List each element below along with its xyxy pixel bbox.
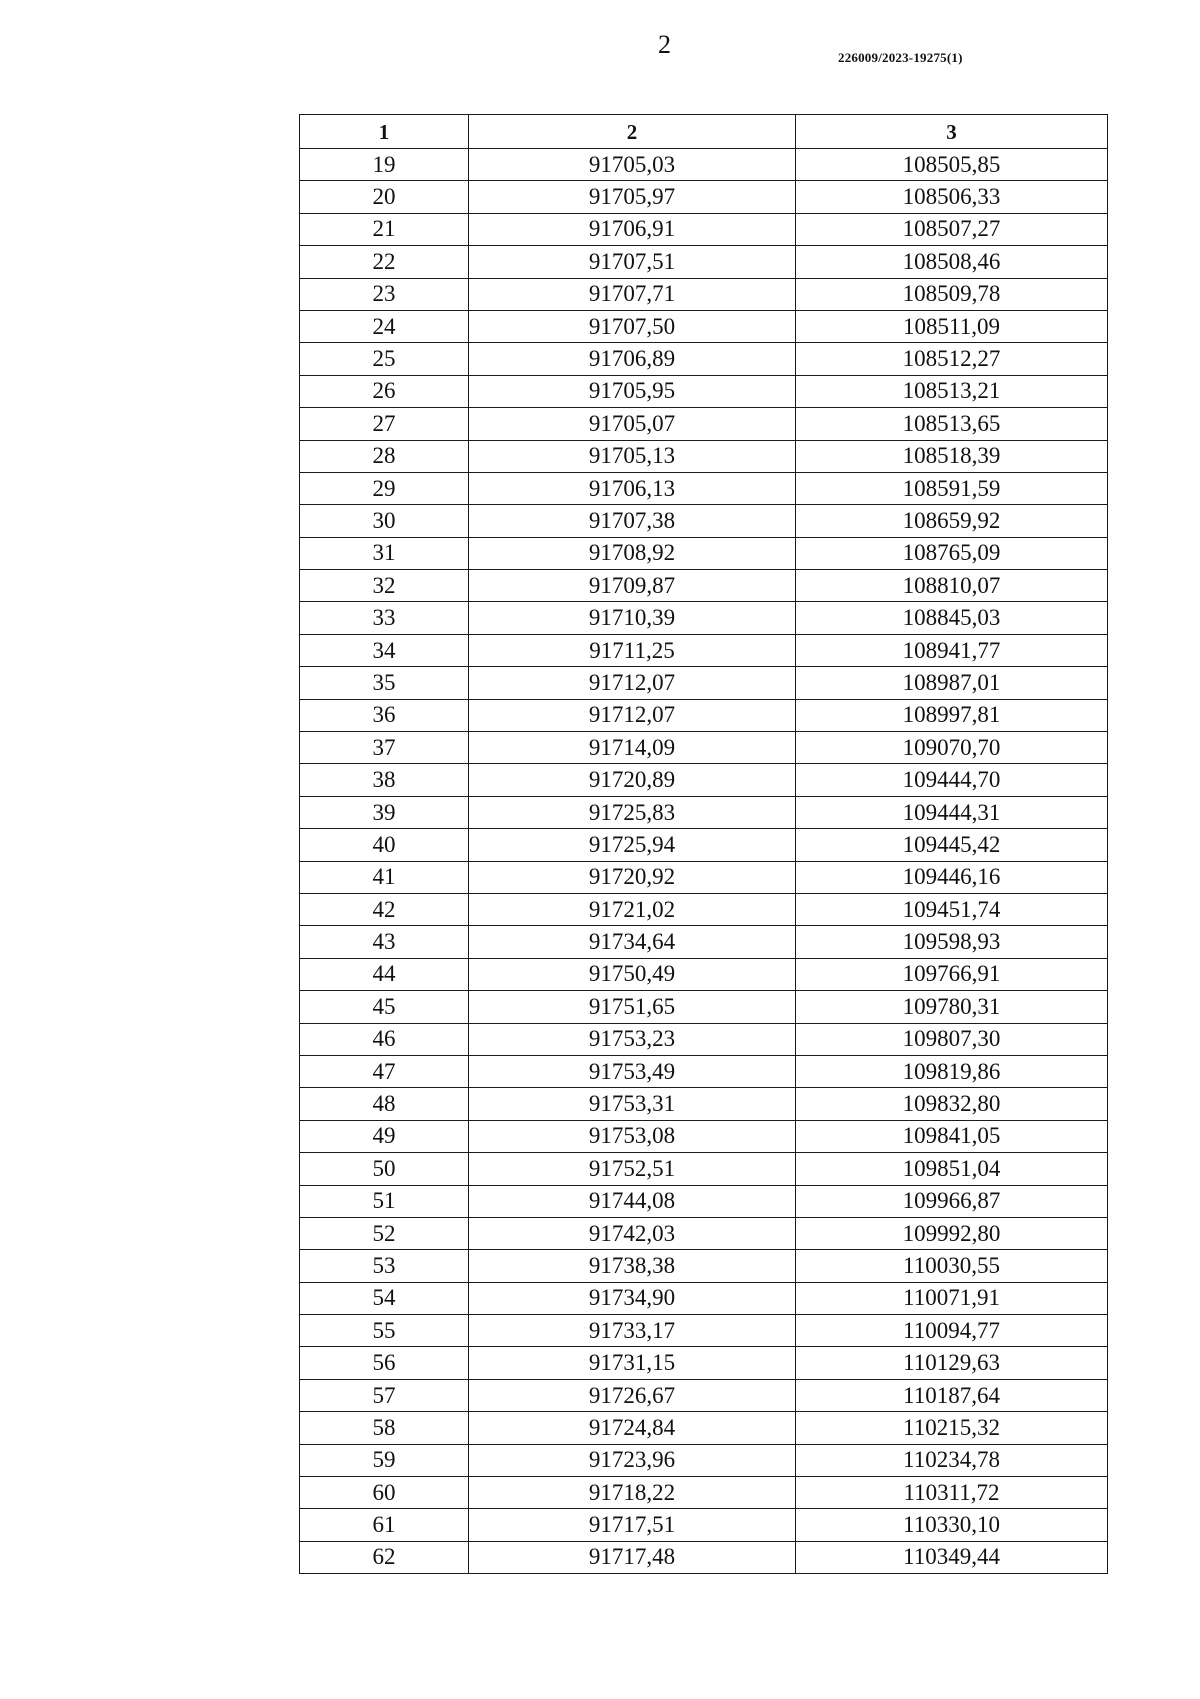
x-coordinate-cell: 91731,15 xyxy=(469,1347,796,1379)
table-row xyxy=(300,213,1108,245)
x-coordinate-cell: 91753,08 xyxy=(469,1120,796,1152)
x-coordinate-cell: 91738,38 xyxy=(469,1250,796,1282)
y-coordinate-cell: 108511,09 xyxy=(796,310,1108,342)
point-number-cell: 43 xyxy=(300,926,469,958)
point-number-cell: 27 xyxy=(300,408,469,440)
table-row xyxy=(300,926,1108,958)
point-number-cell: 20 xyxy=(300,181,469,213)
point-number-cell: 31 xyxy=(300,537,469,569)
y-coordinate-cell: 109766,91 xyxy=(796,958,1108,990)
x-coordinate-cell: 91753,49 xyxy=(469,1055,796,1087)
point-number-cell: 50 xyxy=(300,1153,469,1185)
y-coordinate-cell: 108987,01 xyxy=(796,667,1108,699)
document-reference-number: 226009/2023-19275(1) xyxy=(838,50,963,65)
y-coordinate-cell: 110071,91 xyxy=(796,1282,1108,1314)
point-number-cell: 22 xyxy=(300,246,469,278)
point-number-cell: 59 xyxy=(300,1444,469,1476)
y-coordinate-cell: 110094,77 xyxy=(796,1315,1108,1347)
y-coordinate-cell: 108591,59 xyxy=(796,472,1108,504)
y-coordinate-cell: 108810,07 xyxy=(796,570,1108,602)
table-row xyxy=(300,246,1108,278)
x-coordinate-cell: 91706,89 xyxy=(469,343,796,375)
x-coordinate-cell: 91705,03 xyxy=(469,149,796,181)
y-coordinate-cell: 109446,16 xyxy=(796,861,1108,893)
y-coordinate-cell: 109780,31 xyxy=(796,991,1108,1023)
table-row xyxy=(300,1055,1108,1087)
y-coordinate-cell: 109851,04 xyxy=(796,1153,1108,1185)
point-number-cell: 56 xyxy=(300,1347,469,1379)
x-coordinate-cell: 91711,25 xyxy=(469,634,796,666)
y-coordinate-cell: 109807,30 xyxy=(796,1023,1108,1055)
y-coordinate-cell: 108659,92 xyxy=(796,505,1108,537)
x-coordinate-cell: 91708,92 xyxy=(469,537,796,569)
y-coordinate-cell: 108507,27 xyxy=(796,213,1108,245)
x-coordinate-cell: 91710,39 xyxy=(469,602,796,634)
x-coordinate-cell: 91705,95 xyxy=(469,375,796,407)
y-coordinate-cell: 109966,87 xyxy=(796,1185,1108,1217)
y-coordinate-cell: 108506,33 xyxy=(796,181,1108,213)
x-coordinate-cell: 91712,07 xyxy=(469,699,796,731)
point-number-cell: 58 xyxy=(300,1412,469,1444)
coordinates-table xyxy=(299,114,1108,1574)
point-number-cell: 40 xyxy=(300,829,469,861)
y-coordinate-cell: 108505,85 xyxy=(796,149,1108,181)
table-row xyxy=(300,667,1108,699)
table-row xyxy=(300,1315,1108,1347)
table-row xyxy=(300,181,1108,213)
y-coordinate-cell: 109841,05 xyxy=(796,1120,1108,1152)
point-number-cell: 34 xyxy=(300,634,469,666)
y-coordinate-cell: 110311,72 xyxy=(796,1477,1108,1509)
x-coordinate-cell: 91706,91 xyxy=(469,213,796,245)
point-number-cell: 39 xyxy=(300,796,469,828)
y-coordinate-cell: 108509,78 xyxy=(796,278,1108,310)
table-row xyxy=(300,343,1108,375)
y-coordinate-cell: 109444,31 xyxy=(796,796,1108,828)
table-row xyxy=(300,1282,1108,1314)
y-coordinate-cell: 108845,03 xyxy=(796,602,1108,634)
x-coordinate-cell: 91753,31 xyxy=(469,1088,796,1120)
x-coordinate-cell: 91750,49 xyxy=(469,958,796,990)
x-coordinate-cell: 91751,65 xyxy=(469,991,796,1023)
point-number-cell: 53 xyxy=(300,1250,469,1282)
y-coordinate-cell: 109444,70 xyxy=(796,764,1108,796)
x-coordinate-cell: 91714,09 xyxy=(469,732,796,764)
point-number-cell: 49 xyxy=(300,1120,469,1152)
y-coordinate-cell: 109598,93 xyxy=(796,926,1108,958)
point-number-cell: 28 xyxy=(300,440,469,472)
y-coordinate-cell: 110030,55 xyxy=(796,1250,1108,1282)
x-coordinate-cell: 91717,51 xyxy=(469,1509,796,1541)
table-row xyxy=(300,537,1108,569)
point-number-cell: 44 xyxy=(300,958,469,990)
x-coordinate-cell: 91707,71 xyxy=(469,278,796,310)
point-number-cell: 51 xyxy=(300,1185,469,1217)
table-row xyxy=(300,472,1108,504)
x-coordinate-cell: 91721,02 xyxy=(469,893,796,925)
table-row xyxy=(300,1120,1108,1152)
y-coordinate-cell: 110129,63 xyxy=(796,1347,1108,1379)
y-coordinate-cell: 108765,09 xyxy=(796,537,1108,569)
page-number: 2 xyxy=(658,30,671,59)
point-number-cell: 38 xyxy=(300,764,469,796)
table-row xyxy=(300,1541,1108,1573)
point-number-cell: 52 xyxy=(300,1217,469,1249)
y-coordinate-cell: 109819,86 xyxy=(796,1055,1108,1087)
x-coordinate-cell: 91725,94 xyxy=(469,829,796,861)
y-coordinate-cell: 109992,80 xyxy=(796,1217,1108,1249)
table-row xyxy=(300,1250,1108,1282)
y-coordinate-cell: 109070,70 xyxy=(796,732,1108,764)
x-coordinate-cell: 91752,51 xyxy=(469,1153,796,1185)
table-row xyxy=(300,1477,1108,1509)
point-number-cell: 48 xyxy=(300,1088,469,1120)
y-coordinate-cell: 109832,80 xyxy=(796,1088,1108,1120)
table-header xyxy=(300,115,1108,149)
y-coordinate-cell: 108513,21 xyxy=(796,375,1108,407)
table-row xyxy=(300,440,1108,472)
point-number-cell: 46 xyxy=(300,1023,469,1055)
x-coordinate-cell: 91705,07 xyxy=(469,408,796,440)
y-coordinate-cell: 109451,74 xyxy=(796,893,1108,925)
y-coordinate-cell: 110234,78 xyxy=(796,1444,1108,1476)
x-coordinate-cell: 91709,87 xyxy=(469,570,796,602)
x-coordinate-cell: 91723,96 xyxy=(469,1444,796,1476)
table-row xyxy=(300,1217,1108,1249)
x-coordinate-cell: 91707,51 xyxy=(469,246,796,278)
column-header-2: 2 xyxy=(469,115,796,149)
y-coordinate-cell: 108518,39 xyxy=(796,440,1108,472)
table-row xyxy=(300,991,1108,1023)
table-row xyxy=(300,699,1108,731)
x-coordinate-cell: 91724,84 xyxy=(469,1412,796,1444)
point-number-cell: 23 xyxy=(300,278,469,310)
y-coordinate-cell: 109445,42 xyxy=(796,829,1108,861)
x-coordinate-cell: 91734,64 xyxy=(469,926,796,958)
point-number-cell: 33 xyxy=(300,602,469,634)
x-coordinate-cell: 91705,97 xyxy=(469,181,796,213)
point-number-cell: 35 xyxy=(300,667,469,699)
y-coordinate-cell: 108997,81 xyxy=(796,699,1108,731)
point-number-cell: 60 xyxy=(300,1477,469,1509)
x-coordinate-cell: 91718,22 xyxy=(469,1477,796,1509)
table-row xyxy=(300,408,1108,440)
point-number-cell: 24 xyxy=(300,310,469,342)
y-coordinate-cell: 108941,77 xyxy=(796,634,1108,666)
table-row xyxy=(300,958,1108,990)
point-number-cell: 37 xyxy=(300,732,469,764)
x-coordinate-cell: 91753,23 xyxy=(469,1023,796,1055)
table-row xyxy=(300,764,1108,796)
table-row xyxy=(300,1153,1108,1185)
point-number-cell: 32 xyxy=(300,570,469,602)
point-number-cell: 25 xyxy=(300,343,469,375)
x-coordinate-cell: 91706,13 xyxy=(469,472,796,504)
table-row xyxy=(300,732,1108,764)
point-number-cell: 61 xyxy=(300,1509,469,1541)
table-row xyxy=(300,796,1108,828)
point-number-cell: 30 xyxy=(300,505,469,537)
x-coordinate-cell: 91707,50 xyxy=(469,310,796,342)
table-row xyxy=(300,602,1108,634)
y-coordinate-cell: 110215,32 xyxy=(796,1412,1108,1444)
point-number-cell: 45 xyxy=(300,991,469,1023)
table-row xyxy=(300,310,1108,342)
table-row xyxy=(300,505,1108,537)
point-number-cell: 42 xyxy=(300,893,469,925)
table-row xyxy=(300,1347,1108,1379)
column-header-1: 1 xyxy=(300,115,469,149)
point-number-cell: 47 xyxy=(300,1055,469,1087)
point-number-cell: 62 xyxy=(300,1541,469,1573)
table-row xyxy=(300,1023,1108,1055)
point-number-cell: 26 xyxy=(300,375,469,407)
point-number-cell: 55 xyxy=(300,1315,469,1347)
x-coordinate-cell: 91712,07 xyxy=(469,667,796,699)
x-coordinate-cell: 91733,17 xyxy=(469,1315,796,1347)
x-coordinate-cell: 91717,48 xyxy=(469,1541,796,1573)
table-row xyxy=(300,278,1108,310)
x-coordinate-cell: 91720,92 xyxy=(469,861,796,893)
table-row xyxy=(300,375,1108,407)
table-row xyxy=(300,1412,1108,1444)
point-number-cell: 36 xyxy=(300,699,469,731)
table-header-row xyxy=(300,115,1108,149)
table-body xyxy=(300,149,1108,1574)
x-coordinate-cell: 91726,67 xyxy=(469,1379,796,1411)
table-row xyxy=(300,149,1108,181)
y-coordinate-cell: 110330,10 xyxy=(796,1509,1108,1541)
table-row xyxy=(300,1088,1108,1120)
table-row xyxy=(300,1509,1108,1541)
table-row xyxy=(300,893,1108,925)
x-coordinate-cell: 91742,03 xyxy=(469,1217,796,1249)
table-row xyxy=(300,570,1108,602)
y-coordinate-cell: 108512,27 xyxy=(796,343,1108,375)
y-coordinate-cell: 108513,65 xyxy=(796,408,1108,440)
table-row xyxy=(300,1379,1108,1411)
table-row xyxy=(300,861,1108,893)
table-row xyxy=(300,1185,1108,1217)
x-coordinate-cell: 91734,90 xyxy=(469,1282,796,1314)
table-row xyxy=(300,829,1108,861)
point-number-cell: 41 xyxy=(300,861,469,893)
point-number-cell: 21 xyxy=(300,213,469,245)
point-number-cell: 29 xyxy=(300,472,469,504)
point-number-cell: 19 xyxy=(300,149,469,181)
x-coordinate-cell: 91707,38 xyxy=(469,505,796,537)
column-header-3: 3 xyxy=(796,115,1108,149)
table-row xyxy=(300,634,1108,666)
x-coordinate-cell: 91705,13 xyxy=(469,440,796,472)
y-coordinate-cell: 110349,44 xyxy=(796,1541,1108,1573)
y-coordinate-cell: 108508,46 xyxy=(796,246,1108,278)
x-coordinate-cell: 91744,08 xyxy=(469,1185,796,1217)
x-coordinate-cell: 91725,83 xyxy=(469,796,796,828)
table-row xyxy=(300,1444,1108,1476)
point-number-cell: 54 xyxy=(300,1282,469,1314)
y-coordinate-cell: 110187,64 xyxy=(796,1379,1108,1411)
point-number-cell: 57 xyxy=(300,1379,469,1411)
x-coordinate-cell: 91720,89 xyxy=(469,764,796,796)
